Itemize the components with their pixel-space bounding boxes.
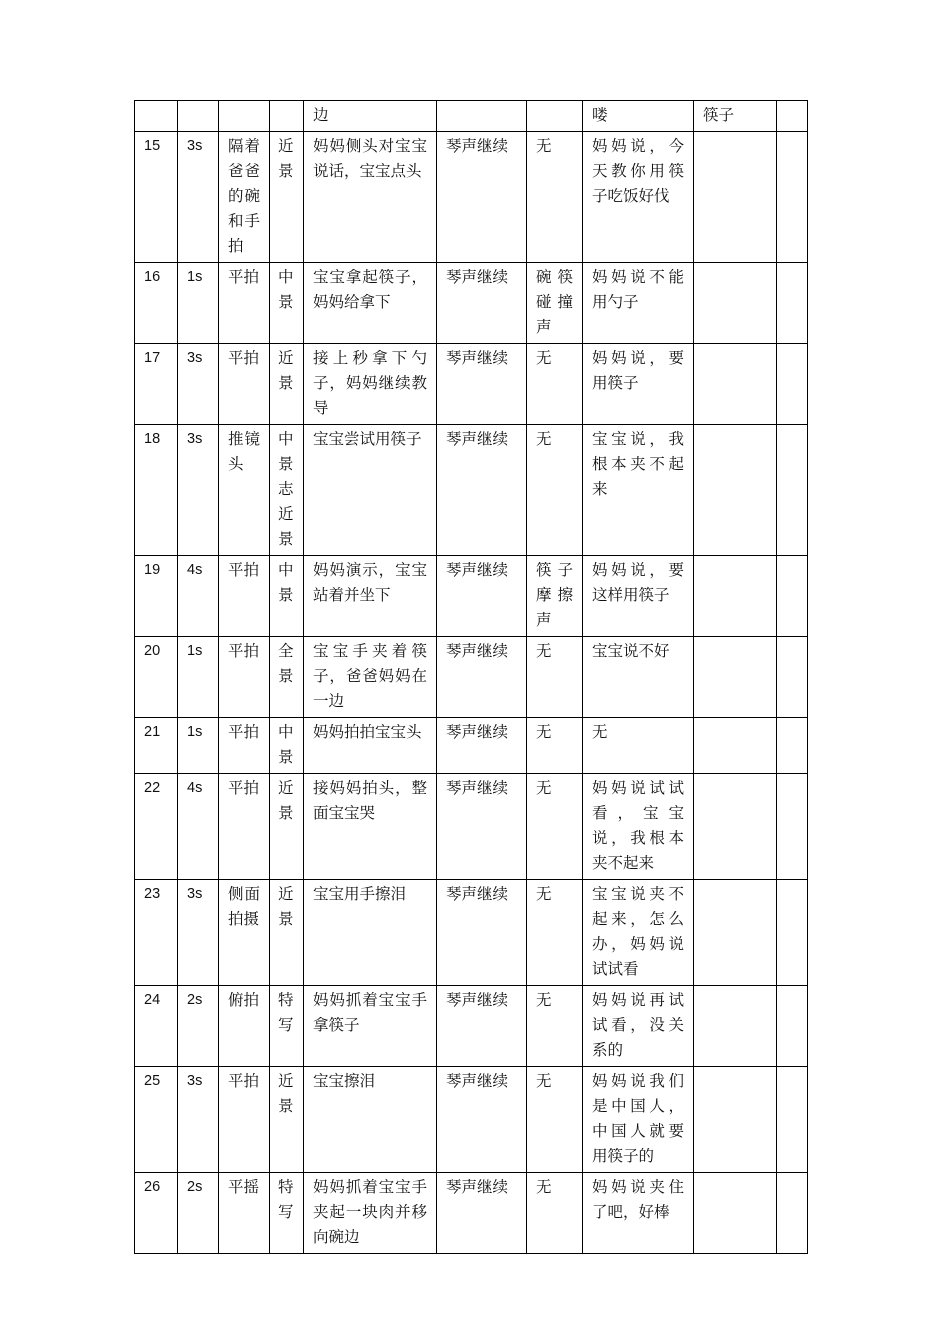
cell-dialogue: 妈妈说不能用勺子 <box>583 263 694 344</box>
cell-camera-angle: 隔着爸爸的碗和手拍 <box>219 132 270 263</box>
cell-dialogue: 妈妈说，要这样用筷子 <box>583 556 694 637</box>
cell-notes <box>777 263 808 344</box>
cell-camera-angle: 推镜头 <box>219 425 270 556</box>
cell-dialogue: 喽 <box>583 101 694 132</box>
cell-description: 妈妈抓着宝宝手拿筷子 <box>304 986 437 1067</box>
cell-music: 琴声继续 <box>437 718 527 774</box>
cell-camera-angle: 平拍 <box>219 718 270 774</box>
cell-duration: 1s <box>178 637 219 718</box>
cell-music: 琴声继续 <box>437 637 527 718</box>
cell-props <box>694 425 777 556</box>
cell-camera-angle: 俯拍 <box>219 986 270 1067</box>
cell-shot-number: 21 <box>135 718 178 774</box>
cell-dialogue: 妈妈说，今天教你用筷子吃饭好伐 <box>583 132 694 263</box>
cell-shot-number: 16 <box>135 263 178 344</box>
cell-dialogue: 妈妈说试试看，宝宝说，我根本夹不起来 <box>583 774 694 880</box>
table-row <box>135 1173 808 1254</box>
table-row <box>135 718 808 774</box>
cell-props <box>694 774 777 880</box>
cell-sound-effect: 筷子摩擦声 <box>527 556 583 637</box>
cell-description: 妈妈演示，宝宝站着并坐下 <box>304 556 437 637</box>
cell-notes <box>777 774 808 880</box>
cell-props <box>694 637 777 718</box>
cell-shot-size: 特写 <box>270 1173 304 1254</box>
cell-dialogue: 妈妈说再试试看，没关系的 <box>583 986 694 1067</box>
cell-duration: 2s <box>178 1173 219 1254</box>
table-row <box>135 263 808 344</box>
cell-camera-angle: 平拍 <box>219 1067 270 1173</box>
cell-shot-number: 24 <box>135 986 178 1067</box>
cell-duration: 3s <box>178 132 219 263</box>
cell-props <box>694 132 777 263</box>
table-row <box>135 425 808 556</box>
cell-description: 宝宝尝试用筷子 <box>304 425 437 556</box>
cell-camera-angle: 平拍 <box>219 344 270 425</box>
cell-shot-number: 18 <box>135 425 178 556</box>
cell-shot-size: 近景 <box>270 344 304 425</box>
cell-shot-number: 17 <box>135 344 178 425</box>
cell-props <box>694 718 777 774</box>
cell-camera-angle: 平拍 <box>219 774 270 880</box>
cell-sound-effect: 无 <box>527 986 583 1067</box>
cell-sound-effect <box>527 101 583 132</box>
cell-music: 琴声继续 <box>437 1067 527 1173</box>
cell-shot-number: 19 <box>135 556 178 637</box>
cell-description: 宝宝擦泪 <box>304 1067 437 1173</box>
cell-notes <box>777 132 808 263</box>
cell-props <box>694 263 777 344</box>
cell-dialogue: 妈妈说夹住了吧，好棒 <box>583 1173 694 1254</box>
cell-sound-effect: 碗筷碰撞声 <box>527 263 583 344</box>
cell-props <box>694 556 777 637</box>
cell-music: 琴声继续 <box>437 556 527 637</box>
cell-sound-effect: 无 <box>527 637 583 718</box>
cell-music: 琴声继续 <box>437 344 527 425</box>
cell-props <box>694 1067 777 1173</box>
cell-dialogue: 宝宝说不好 <box>583 637 694 718</box>
cell-shot-size: 近景 <box>270 1067 304 1173</box>
cell-shot-size: 中景 <box>270 263 304 344</box>
cell-shot-number: 26 <box>135 1173 178 1254</box>
cell-notes <box>777 1173 808 1254</box>
table-row <box>135 556 808 637</box>
cell-props <box>694 880 777 986</box>
cell-music: 琴声继续 <box>437 263 527 344</box>
table-row <box>135 132 808 263</box>
cell-sound-effect: 无 <box>527 718 583 774</box>
cell-props <box>694 986 777 1067</box>
cell-notes <box>777 718 808 774</box>
cell-music: 琴声继续 <box>437 1173 527 1254</box>
cell-shot-size: 中景志近景 <box>270 425 304 556</box>
cell-camera-angle: 侧面拍摄 <box>219 880 270 986</box>
cell-props <box>694 344 777 425</box>
cell-music: 琴声继续 <box>437 880 527 986</box>
cell-camera-angle: 平拍 <box>219 263 270 344</box>
cell-description: 妈妈侧头对宝宝说话，宝宝点头 <box>304 132 437 263</box>
cell-description: 接妈妈拍头，整面宝宝哭 <box>304 774 437 880</box>
cell-description: 边 <box>304 101 437 132</box>
cell-sound-effect: 无 <box>527 880 583 986</box>
cell-sound-effect: 无 <box>527 344 583 425</box>
cell-music <box>437 101 527 132</box>
cell-props: 筷子 <box>694 101 777 132</box>
cell-shot-size: 特写 <box>270 986 304 1067</box>
cell-notes <box>777 425 808 556</box>
cell-shot-size: 近景 <box>270 880 304 986</box>
table-row <box>135 880 808 986</box>
cell-description: 妈妈拍拍宝宝头 <box>304 718 437 774</box>
cell-shot-number <box>135 101 178 132</box>
cell-duration: 3s <box>178 344 219 425</box>
cell-description: 宝宝用手擦泪 <box>304 880 437 986</box>
cell-sound-effect: 无 <box>527 1067 583 1173</box>
cell-duration <box>178 101 219 132</box>
cell-sound-effect: 无 <box>527 132 583 263</box>
cell-shot-size: 中景 <box>270 718 304 774</box>
table-row <box>135 986 808 1067</box>
cell-duration: 1s <box>178 263 219 344</box>
table-body <box>135 101 808 1254</box>
cell-shot-number: 15 <box>135 132 178 263</box>
cell-camera-angle <box>219 101 270 132</box>
cell-music: 琴声继续 <box>437 986 527 1067</box>
cell-camera-angle: 平拍 <box>219 637 270 718</box>
cell-dialogue: 妈妈说我们是中国人，中国人就要用筷子的 <box>583 1067 694 1173</box>
table-row <box>135 1067 808 1173</box>
cell-camera-angle: 平摇 <box>219 1173 270 1254</box>
cell-sound-effect: 无 <box>527 1173 583 1254</box>
table-row <box>135 344 808 425</box>
cell-notes <box>777 344 808 425</box>
cell-shot-size <box>270 101 304 132</box>
cell-shot-number: 22 <box>135 774 178 880</box>
cell-shot-size: 近景 <box>270 132 304 263</box>
cell-duration: 4s <box>178 556 219 637</box>
cell-duration: 3s <box>178 1067 219 1173</box>
cell-dialogue: 无 <box>583 718 694 774</box>
cell-props <box>694 1173 777 1254</box>
cell-shot-size: 全景 <box>270 637 304 718</box>
cell-shot-number: 20 <box>135 637 178 718</box>
cell-dialogue: 宝宝说夹不起来，怎么办，妈妈说试试看 <box>583 880 694 986</box>
cell-duration: 3s <box>178 425 219 556</box>
cell-notes <box>777 986 808 1067</box>
cell-duration: 4s <box>178 774 219 880</box>
table-row <box>135 774 808 880</box>
cell-description: 接上秒拿下勺子，妈妈继续教导 <box>304 344 437 425</box>
cell-sound-effect: 无 <box>527 774 583 880</box>
cell-notes <box>777 637 808 718</box>
cell-sound-effect: 无 <box>527 425 583 556</box>
cell-description: 宝宝拿起筷子，妈妈给拿下 <box>304 263 437 344</box>
cell-dialogue: 宝宝说，我根本夹不起来 <box>583 425 694 556</box>
cell-notes <box>777 101 808 132</box>
cell-dialogue: 妈妈说，要用筷子 <box>583 344 694 425</box>
cell-notes <box>777 1067 808 1173</box>
cell-description: 宝宝手夹着筷子，爸爸妈妈在一边 <box>304 637 437 718</box>
cell-music: 琴声继续 <box>437 774 527 880</box>
table-row <box>135 637 808 718</box>
cell-notes <box>777 556 808 637</box>
cell-shot-number: 25 <box>135 1067 178 1173</box>
cell-duration: 1s <box>178 718 219 774</box>
cell-shot-size: 中景 <box>270 556 304 637</box>
cell-duration: 3s <box>178 880 219 986</box>
cell-music: 琴声继续 <box>437 425 527 556</box>
table-row <box>135 101 808 132</box>
cell-music: 琴声继续 <box>437 132 527 263</box>
cell-shot-size: 近景 <box>270 774 304 880</box>
cell-notes <box>777 880 808 986</box>
cell-duration: 2s <box>178 986 219 1067</box>
cell-description: 妈妈抓着宝宝手夹起一块肉并移向碗边 <box>304 1173 437 1254</box>
cell-shot-number: 23 <box>135 880 178 986</box>
cell-camera-angle: 平拍 <box>219 556 270 637</box>
storyboard-table <box>134 100 808 1254</box>
